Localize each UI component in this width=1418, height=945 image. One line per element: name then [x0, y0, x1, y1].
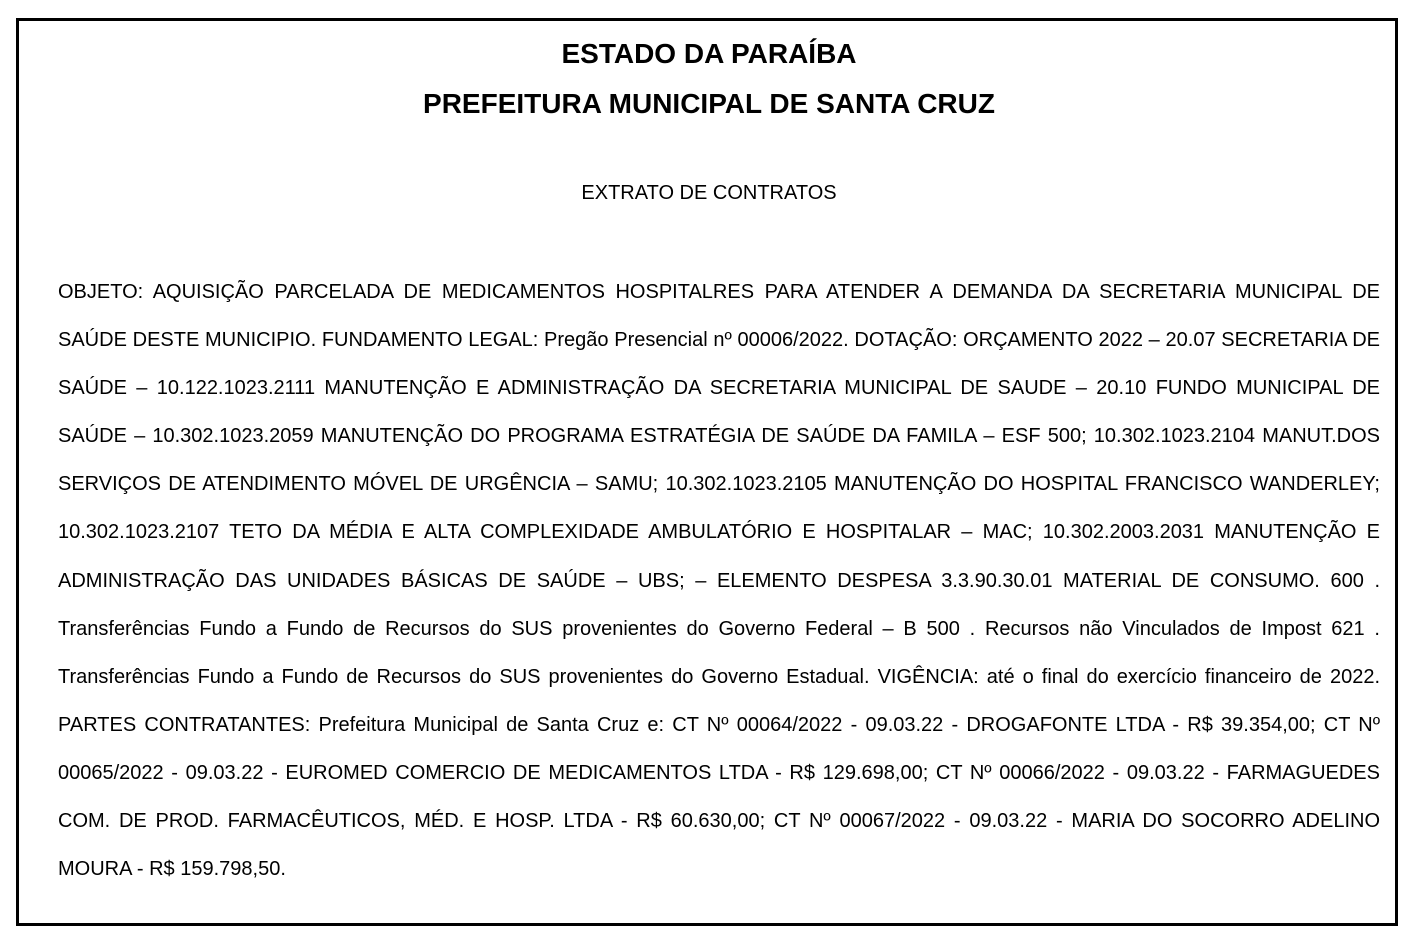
municipality-title: PREFEITURA MUNICIPAL DE SANTA CRUZ — [423, 88, 995, 119]
contract-extract-body: OBJETO: AQUISIÇÃO PARCELADA DE MEDICAMENTOS HOSPITALRES PARA ATENDER A DEMANDA DA SECRETARIA MUNICIPAL DE SAÚDE DESTE MUNICIPIO. FUNDAMENTO LEGAL: Pregão Presencial nº 00006/2022. DOTAÇÃO: ORÇAMENTO 2022 – 20.07 SECRETARIA DE SAÚDE – 10.122.1023.2111 MANUTENÇÃO E ADMINISTRAÇÃO DA SECRETARIA MUNICIPAL DE SAUDE – 20.10 FUNDO MUNICIPAL DE SAÚDE – 10.302.1023.2059 MANUTENÇÃO DO PROGRAMA ESTRATÉGIA DE SAÚDE DA FAMILA – ESF 500; 10.302.1023.2104 MANUT.DOS SERVIÇOS DE ATENDIMENTO MÓVEL DE URGÊNCIA – SAMU; 10.302.1023.2105 MANUTENÇÃO DO HOSPITAL FRANCISCO WANDERLEY; 10.302.1023.2107 TETO DA MÉDIA E ALTA COMPLEXIDADE AMBULATÓRIO E HOSPITALAR – MAC; 10.302.2003.2031 MANUTENÇÃO E ADMINISTRAÇÃO DAS UNIDADES BÁSICAS DE SAÚDE – UBS; – ELEMENTO DESPESA 3.3.90.30.01 MATERIAL DE CONSUMO. 600 . Transferências Fundo a Fundo de Recursos do SUS provenientes do Governo Federal – B 500 . Recursos não Vinculados de Impost 621 . Transferências Fundo a Fundo de Recursos do SUS provenientes do Governo Estadual. VIGÊNCIA: até o final do exercício financeiro de 2022. PARTES CONTRATANTES: Prefeitura Municipal de Santa Cruz e: CT Nº 00064/2022 - 09.03.22 - DROGAFONTE LTDA - R$ 39.354,00; CT Nº 00065/2022 - 09.03.22 - EUROMED COMERCIO DE MEDICAMENTOS LTDA - R$ 129.698,00; CT Nº 00066/2022 - 09.03.22 - FARMAGUEDES COM. DE PROD. FARMACÊUTICOS, MÉD. E HOSP. LTDA - R$ 60.630,00; CT Nº 00067/2022 - 09.03.22 - MARIA DO SOCORRO ADELINO MOURA - R$ 159.798,50. — [58, 281, 1380, 881]
document-heading: EXTRATO DE CONTRATOS — [581, 182, 837, 204]
state-title: ESTADO DA PARAÍBA — [561, 38, 857, 69]
